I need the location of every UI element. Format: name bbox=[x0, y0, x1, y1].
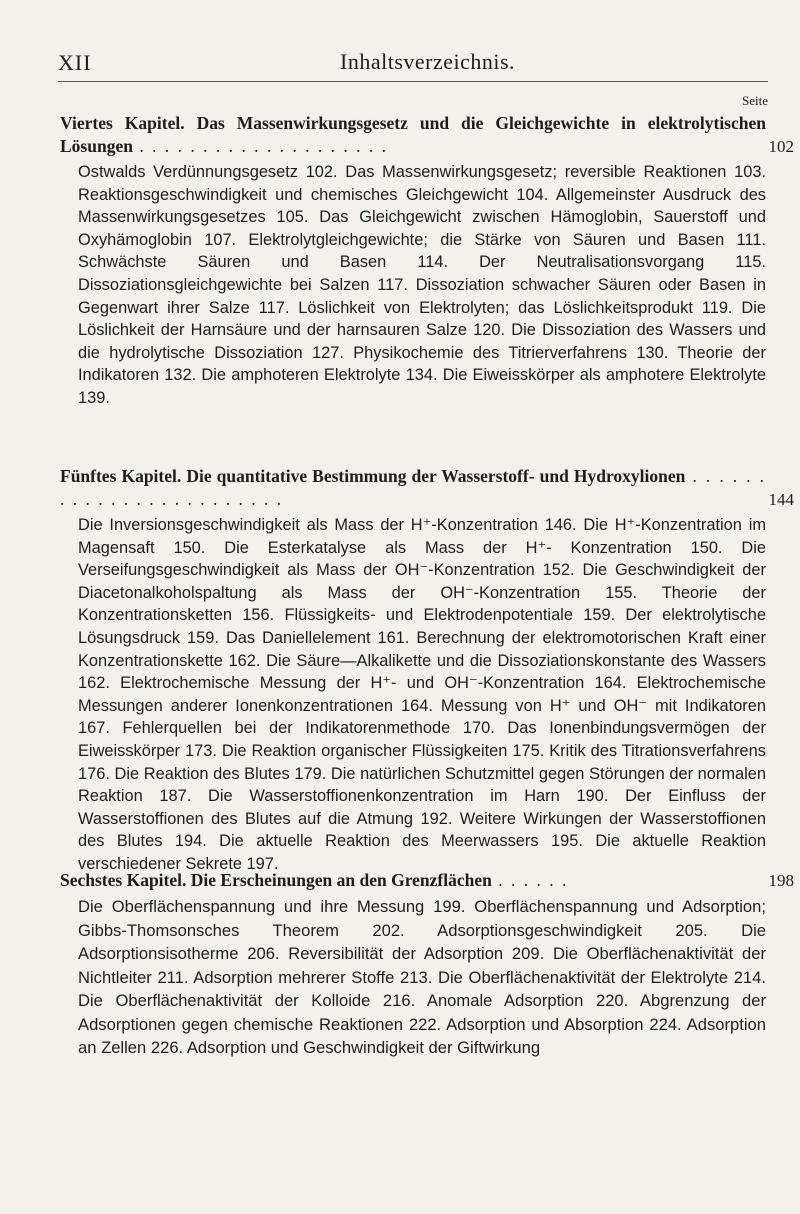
page-title: Inhaltsverzeichnis. bbox=[340, 49, 516, 74]
chapter-4 bbox=[60, 112, 794, 410]
chapter-5 bbox=[60, 465, 794, 876]
chapter-heading: Das Massenwirkungsgesetz und die Gleichgewichte in elektrolytischen Lösungen bbox=[60, 113, 766, 156]
chapter-label: Sechstes Kapitel. bbox=[60, 870, 187, 890]
chapter-page: 144 bbox=[768, 490, 794, 509]
chapter-title[interactable] bbox=[60, 465, 794, 511]
chapter-title[interactable] bbox=[60, 869, 794, 892]
chapter-label: Fünftes Kapitel. bbox=[60, 466, 182, 486]
leader-dots: . . . . . . . . . . . . . . . . . . . . . . . . bbox=[60, 466, 767, 509]
chapter-body: Die Oberflächenspannung und ihre Messung 199. Oberflächenspannung und Adsorption; Gibbs-Thomsonsches Theorem 202. Adsorptionsgeschwindigkeit 205. Die Adsorptionsisotherme 206. Reversibilität der Adsorption 209. Die Oberflächenaktivität der Nichtleiter 211. Adsorption mehrerer Stoffe 213. Die Oberflächenaktivität der Elektrolyte 214. Die Oberflächenaktivität der Kolloide 216. Anomale Adsorption 220. Abgrenzung der Adsorptionen gegen chemische Reaktionen 222. Adsorption und Absorption 224. Adsorption an Zellen 226. Adsorption und Geschwindigkeit der Giftwirkung bbox=[78, 897, 766, 1057]
chapter-page: 198 bbox=[768, 871, 794, 890]
chapter-title[interactable] bbox=[60, 112, 794, 158]
chapter-label: Viertes Kapitel. bbox=[60, 113, 185, 133]
leader-dots: . . . . . . bbox=[491, 870, 569, 890]
leader-dots: . . . . . . . . . . . . . . . . . . . . bbox=[132, 136, 388, 156]
chapter-page: 102 bbox=[768, 137, 794, 156]
seite-label: Seite bbox=[742, 93, 768, 108]
header-rule bbox=[58, 81, 768, 82]
chapter-body: Die Inversionsgeschwindigkeit als Mass der H⁺-Konzentration 146. Die H⁺-Konzentration im Magensaft 150. Die Esterkatalyse als Mass der H⁺- Konzentration 150. Die Verseifungsgeschwindigkeit als Mass der OH⁻-Konzentration 152. Die Geschwindigkeit der Diacetonalkoholspaltung als Mass der OH⁻-Konzentration 155. Theorie der Konzentrationsketten 156. Flüssigkeits- und Elektrodenpotentiale 159. Der elektrolytische Lösungsdruck 159. Das Daniellelement 161. Berechnung der elektromotorischen Kraft einer Konzentrationskette 162. Die Säure—Alkalikette und die Dissoziationskonstante des Wassers 162. Elektrochemische Messung der H⁺- und OH⁻-Konzentration 164. Elektrochemische Messungen anderer Ionenkonzentrationen 164. Messung von H⁺ und OH⁻ mit Indikatoren 167. Fehlerquellen bei der Indikatorenmethode 170. Das Ionenbindungsvermögen der Eiweisskörper 173. Die Reaktion organischer Flüssigkeiten 175. Kritik des Titrationsverfahrens 176. Die Reaktion des Blutes 179. Die natürlichen Schutzmittel gegen Störungen der normalen Reaktion 187. Die Wasserstoffionenkonzentration im Harn 190. Der Einfluss der Wasserstoffionen des Blutes auf die Atmung 192. Weitere Wirkungen der Wasserstoffionen des Blutes 194. Die aktuelle Reaktion des Meerwassers 195. Die aktuelle Reaktion verschiedener Sekrete 197. bbox=[78, 516, 766, 873]
chapter-body: Ostwalds Verdünnungsgesetz 102. Das Massenwirkungsgesetz; reversible Reaktionen 103. Reaktionsgeschwindigkeit und chemisches Gleichgewicht 104. Allgemeinster Ausdruck des Massenwirkungsgesetzes 105. Das Gleichgewicht zwischen Hämoglobin, Sauerstoff und Oxyhämoglobin 107. Elektrolytgleichgewichte; die Stärke von Säuren und Basen 111. Schwächste Säuren und Basen 114. Der Neutralisationsvorgang 115. Dissoziationsgleichgewichte bei Salzen 117. Dissoziation schwacher Säuren oder Basen in Gegenwart ihrer Salze 117. Löslichkeit von Elektrolyten; das Löslichkeitsprodukt 119. Die Löslichkeit der Harnsäure und der harnsauren Salze 120. Die Dissoziation des Wassers und die hydrolytische Dissoziation 127. Physikochemie des Titrierverfahrens 130. Theorie der Indikatoren 132. Die amphoteren Elektrolyte 134. Die Eiweisskörper als amphotere Elektrolyte 139. bbox=[78, 163, 766, 407]
chapter-6 bbox=[60, 869, 794, 1060]
chapter-heading: Die quantitative Bestimmung der Wasserstoff- und Hydroxylionen bbox=[186, 466, 686, 486]
page-number: XII bbox=[58, 50, 92, 75]
chapter-heading: Die Erscheinungen an den Grenzflächen bbox=[190, 870, 492, 890]
